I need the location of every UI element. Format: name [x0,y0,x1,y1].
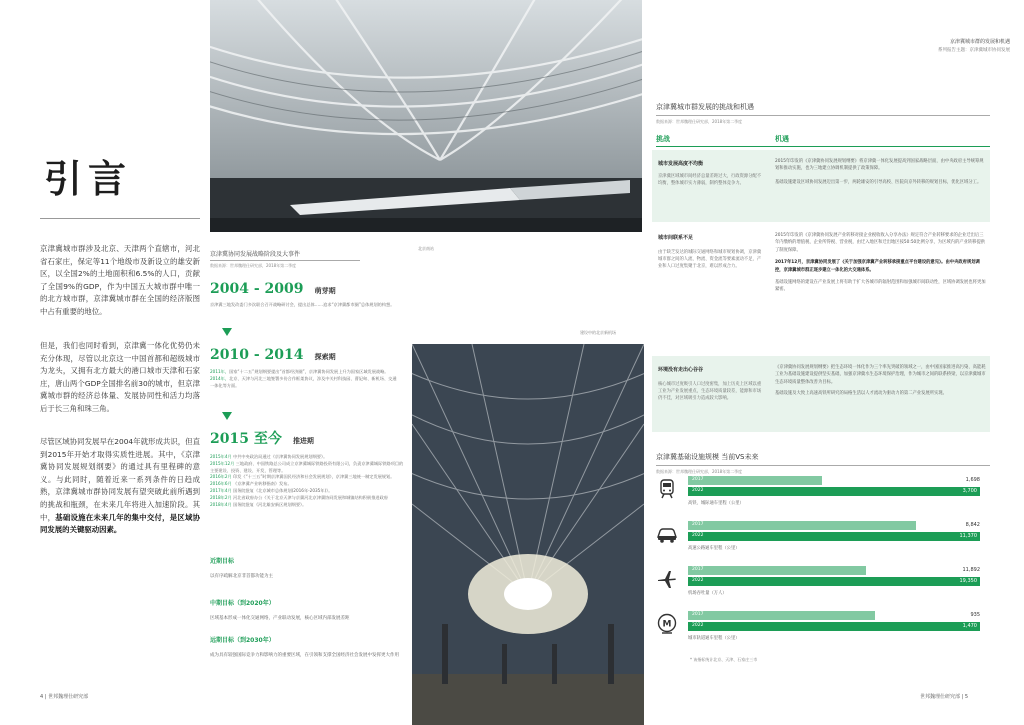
opportunity-text: 2015年印发的《京津冀协同发展产业转移对接企业税收收入分享办法》规定符合产业转移要求的企业迁出后三年内缴纳的增值税、企业所得税、营业税，由迁入地区和迁出地区按50:50比例分享，为区域内的产业转移提供了制度保障。 [775,233,986,253]
train-icon [656,478,678,500]
bar-2017 [688,476,980,485]
opportunity-text: 基础设施及大致上高速高铁所研究的局格生活以人才流动为驱动力的第二产业发展所实现。 [775,391,947,397]
bar-value: 1,470 [962,623,977,629]
infra-title: 京津冀基础设施规模 当前VS未来 [656,453,759,461]
timeline-item: 2014年，北京、天津与河北三地签署多份合作框架协议，涉及中关村科技园、曹妃甸、新机场、交通一体化等方面。 [210,375,397,388]
phase-1 [210,278,400,309]
metric-unit: 机场吞吐量（万人） [688,591,727,596]
infra-footnote: * 该指标统计北京、天津、石家庄三市 [690,657,758,662]
phase-years: 2010 - 2014 [210,347,304,363]
bar-fill [688,532,980,541]
bar-fill [688,611,875,620]
bar-value: 3,700 [962,488,977,494]
bar-year-label: 2017 [692,612,704,617]
bar-2022 [688,577,980,586]
challenge-text: 核心城市过度吸引人口过度密集，加上历史上区域以重工业为产业发展重点，生态环境质量较差，能源和市场仍不佳，对区域吸引力造成较大影响。 [658,382,762,401]
goal-far: 远期目标（到2030年） 成为具有较强国际竞争力和影响力的重要区域，在引领和支撑全国经济社会发展中发挥更大作用 [210,637,399,658]
timeline-item: 2016年6月 《京津冀产业转移指南》发布。 [210,481,292,487]
bar-fill [688,476,822,485]
timeline-item: 2015年4月 中共中央政治局通过《京津冀协同发展规划纲要》。 [210,454,328,459]
phase-stage: 推进期 [292,437,314,445]
bar-value: 11,370 [959,533,977,539]
arrow-down-icon [222,328,232,336]
bar-value: 1,698 [965,477,980,483]
divider [40,218,200,219]
challenge-name: 城市间联系不足 [658,235,694,241]
new-airport-construction-photo [412,344,644,725]
timeline-source: 数据来源：世邦魏理仕研究部，2018年第二季度 [210,263,297,268]
beijing-south-station-photo [210,0,642,232]
bar-fill [688,622,980,631]
challenge-text: 由于缺乏发达的城际交通网络和城市规划协调，京津冀城市群之间的人流、物流、资金流等要素流动不足，产业和人口过度集聚于北京，难以形成合力。 [658,250,762,269]
intro-paragraph-2: 但是，我们也同时看到，京津冀一体化优势仍未充分体现，尽管以北京这一中国首都和超级城市为龙头，又拥有北方最大的港口城市天津和石家庄，唐山两个GDP全国排名前30的城市，但京津冀城市群的经济总体量、发展协同性和活力均落后于长三角和珠三角。 [40,341,200,413]
bar-year-label: 2022 [692,578,704,583]
bar-fill [688,577,980,586]
timeline-item: 2015年12月 三地政府、中国铁路总公司成立京津冀城际铁路投资有限公司，负责京津冀城际铁路项目的主要建设、投资、建设、开发、管理等。 [210,460,404,473]
svg-text:M: M [662,619,672,630]
challenges-title: 京津冀城市群发展的挑战和机遇 [656,103,754,111]
opportunity-text: 基础设施建设区域协同发展迈出第一步，两轮雄安的引导高校、医院向京外转移的规划目标，优化区域分工。 [775,179,982,185]
arrow-down-icon [222,412,232,420]
bar-value: 8,842 [965,522,980,528]
bar-2017 [688,521,980,530]
bar-2017 [688,566,980,575]
bar-value: 19,350 [959,578,977,584]
bar-fill [688,566,866,575]
metro-icon [656,613,678,635]
bar-year-label: 2017 [692,522,704,527]
phase-years: 2004 - 2009 [210,281,304,297]
phase-3 [210,428,405,508]
goal-mid: 中期目标（到2020年） 区域基本形成一体化交通网络，产业联动发展，核心区域内部发展差距 [210,600,350,621]
bar-year-label: 2017 [692,567,704,572]
page-title: 引言 [44,156,133,201]
right-page-footer: 世邦魏理仕研究部 | 5 [920,694,969,700]
challenges-source: 数据来源：世邦魏理仕研究部，2018年第二季度 [656,119,743,124]
phase-description: 京津冀三地发改委门多次联合召开战略研讨会，提出总体……追求“京津冀都市圈”总体规划的构想。 [210,302,395,307]
timeline-item: 2018年4月 国务院批复《河北雄安新区规划纲要》。 [210,501,307,507]
challenge-name: 城市发展高度不均衡 [658,161,704,167]
metric-unit: 城市轨道通车里程（公里） [688,636,740,641]
timeline-item: 2018年2月 河北省政府办公《关于北京天津与京冀河北京津冀协同发展和城镇结构积极推进政府 [210,494,388,500]
opportunity-text: 基础设施网络的建设在产业发展上将有助于扩大各城市的辐射范围和加强城市间联动性，区域协调发展也将更加紧密。 [775,280,986,293]
bar-2022 [688,622,980,631]
challenge-text: 京津冀区域城市间经济总量差距过大，行政资源分配不均衡，整体城市实力薄弱，制约整体竞争力。 [658,174,762,186]
bar-fill [688,487,980,496]
bar-value: 11,892 [962,567,980,573]
opportunity-text: 2015年印发的《京津冀协同发展规划纲要》将京津冀一体化发展提高到国家战略层面，由中央政府主导统筹规划和推动实施，也为三地建立协调机制提供了政策保障。 [775,159,984,172]
timeline-item: 2016年2月 印发《“十三五”时期京津冀国民经济和社会发展规划》，京津冀三地统一制定发展规划。 [210,474,395,480]
phase-2 [210,344,400,389]
bar-year-label: 2022 [692,623,704,628]
bar-value: 935 [970,612,980,618]
metric-unit: 高铁、城际通车里程（公里） [688,501,744,506]
phase-stage: 探索期 [314,353,336,361]
metric-unit: 高速公路通车里程（公里） [688,546,740,551]
bar-2017 [688,611,980,620]
left-page-footer: 4 | 世邦魏理仕研究部 [40,694,89,700]
opportunity-column-header: 机遇 [775,135,789,143]
opportunity-text: 2017年12月，京津冀协同发展了《关于加强京津冀产业转移承接重点平台建设的意见》。由中央政府规划调控，京津冀城市群正逐步建立一体化的大交通体系。 [775,260,980,273]
challenge-column-header: 挑战 [656,135,670,143]
header-title: 京津冀城市群的发展和机遇 [949,39,1010,45]
bar-fill [688,521,916,530]
photo-caption-bottom: 建设中的北京新机场 [580,330,616,335]
car-icon [656,523,678,545]
intro-paragraph-3: 尽管区域协同发展早在2004年就形成共识，但直到2015年开始才取得实质性进展。其中，《京津冀协同发展规划纲要》的通过具有里程碑的意义。与此同时，随着近来一系列条件的日趋成熟，京津冀城市群协同发展有望突破此前所遇到的挑战和瓶颈，在未来几年将进入加速阶段。其中，基础设施在未来几年的集中交付，是区域协同发展的关键驱动因素。 [40,437,200,535]
timeline-title: 京津冀协同发展战略阶段及大事件 [210,251,301,258]
bar-year-label: 2022 [692,533,704,538]
timeline-item: 2011年，国家“十二五”规划纲要提出“首都经济圈”，京津冀协同发展上升为国家区域发展战略。 [210,369,389,374]
plane-icon [656,568,678,590]
header-subtitle: 系列报告主题：京津冀城市协同发展 [938,48,1010,53]
divider [656,146,990,147]
infra-source: 数据来源：世邦魏理仕研究部，2018年第二季度 [656,469,743,474]
challenge-name: 环境没有走出心谷谷 [658,367,704,373]
intro-paragraph-1: 京津冀城市群涉及北京、天津两个直辖市，河北省石家庄，保定等11个地级市及新设立的雄安新区，以全国2%的土地面积和6.5%的人口，贡献了全国9%的GDP，作为中国五大城市群中唯一的北方城市群，京津冀城市群在全国的经济版图中占有重要的地位。 [40,244,200,316]
timeline-item: 2017年4月 国务院批复《北京城市总体规划(2016年-2035年)》。 [210,487,333,493]
phase-stage: 萌芽期 [314,287,336,295]
phase-years: 2015 至今 [210,431,282,447]
bar-2022 [688,532,980,541]
photo-caption-top: 北京南站 [418,246,434,251]
bar-year-label: 2017 [692,477,704,482]
bar-2022 [688,487,980,496]
bar-year-label: 2022 [692,488,704,493]
goal-near: 近期目标 以有序疏解北京非首都功能为主 [210,558,273,579]
opportunity-text: 《京津冀协同发展规划纲要》把生态环境一体化作为三个率先突破的领域之一，由中国国家推进高污染、高能耗工业为基础设施建设提供坚实基础，加强京津冀水生态环境保护治理，作为城市之间的联系桥梁，以京津冀城市生态环境质量整体改善为目标。 [775,365,986,385]
